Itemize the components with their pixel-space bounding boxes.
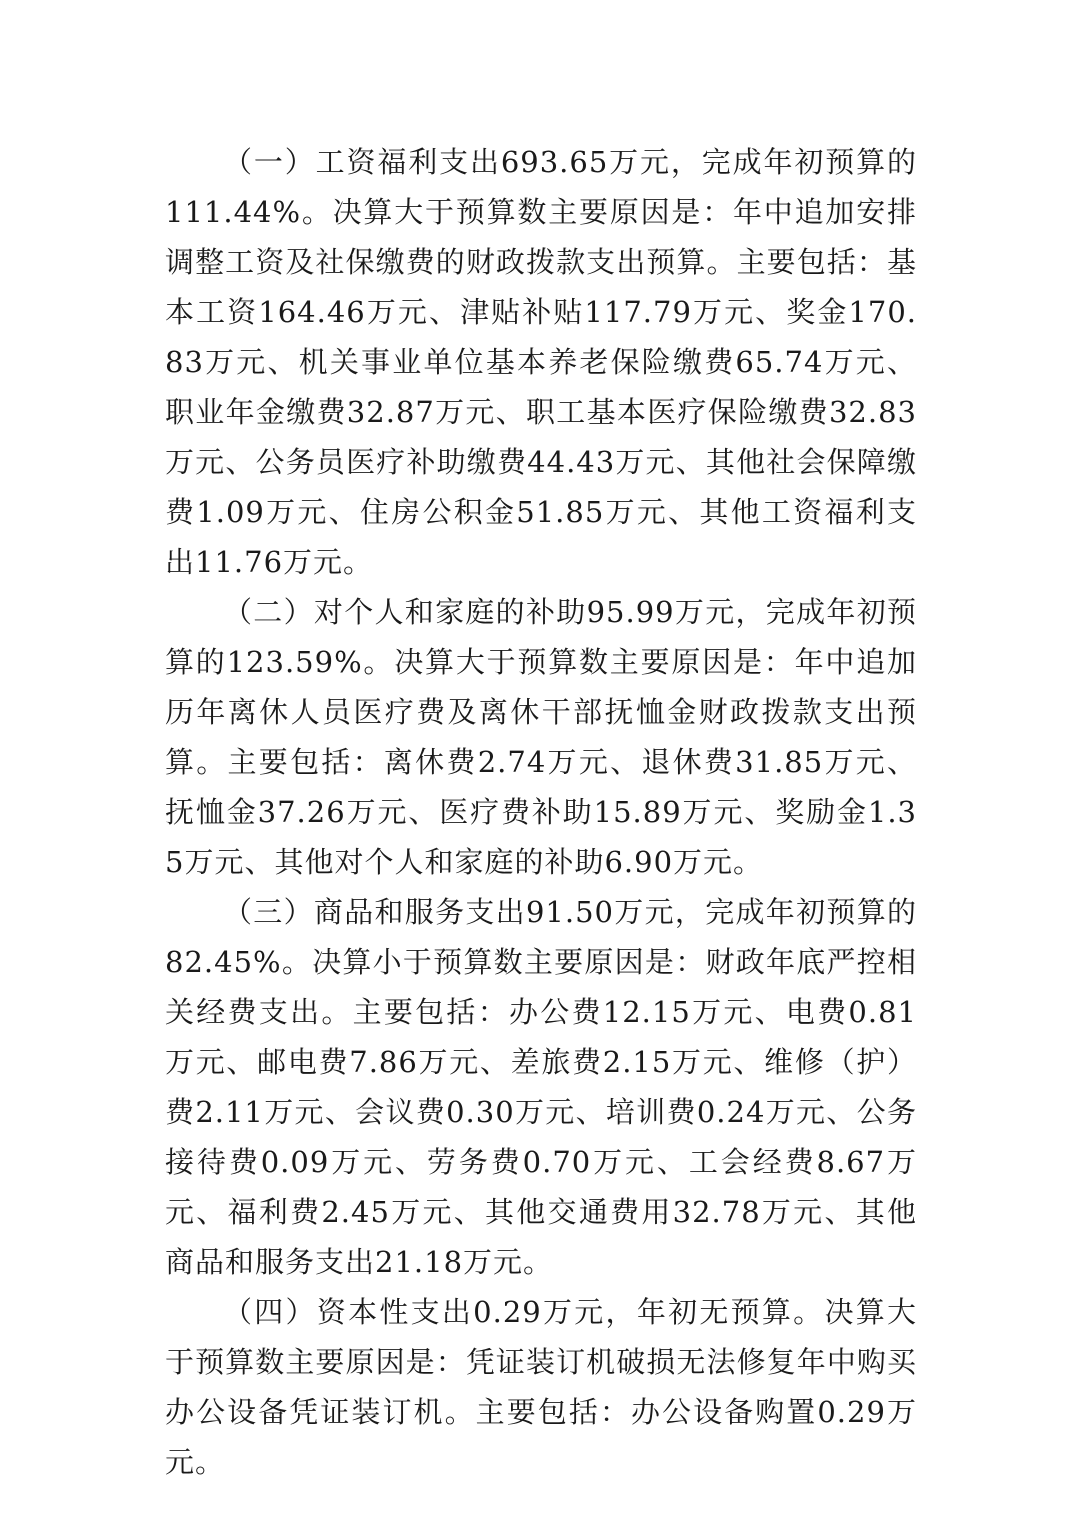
paragraph-capital-expenditure: （四）资本性支出0.29万元，年初无预算。决算大于预算数主要原因是：凭证装订机破损无法修复年中购买办公设备凭证装订机。主要包括：办公设备购置0.29万元。 — [165, 1295, 917, 1479]
paragraph-personal-family-subsidy: （二）对个人和家庭的补助95.99万元，完成年初预算的123.59%。决算大于预算数主要原因是：年中追加历年离休人员医疗费及离休干部抚恤金财政拨款支出预算。主要包括：离休费2.74万元、退休费31.85万元、抚恤金37.26万元、医疗费补助15.89万元、奖励金1.35万元、其他对个人和家庭的补助6.90万元。 — [165, 595, 917, 879]
paragraph-goods-services-expenditure: （三）商品和服务支出91.50万元，完成年初预算的82.45%。决算小于预算数主要原因是：财政年底严控相关经费支出。主要包括：办公费12.15万元、电费0.81万元、邮电费7.86万元、差旅费2.15万元、维修（护）费2.11万元、会议费0.30万元、培训费0.24万元、公务接待费0.09万元、劳务费0.70万元、工会经费8.67万元、福利费2.45万元、其他交通费用32.78万元、其他商品和服务支出21.18万元。 — [165, 895, 917, 1279]
paragraph-wage-welfare-expenditure: （一）工资福利支出693.65万元，完成年初预算的111.44%。决算大于预算数主要原因是：年中追加安排调整工资及社保缴费的财政拨款支出预算。主要包括：基本工资164.46万元、津贴补贴117.79万元、奖金170.83万元、机关事业单位基本养老保险缴费65.74万元、职业年金缴费32.87万元、职工基本医疗保险缴费32.83万元、公务员医疗补助缴费44.43万元、其他社会保障缴费1.09万元、住房公积金51.85万元、其他工资福利支出11.76万元。 — [165, 145, 917, 579]
document-body — [165, 137, 917, 1487]
